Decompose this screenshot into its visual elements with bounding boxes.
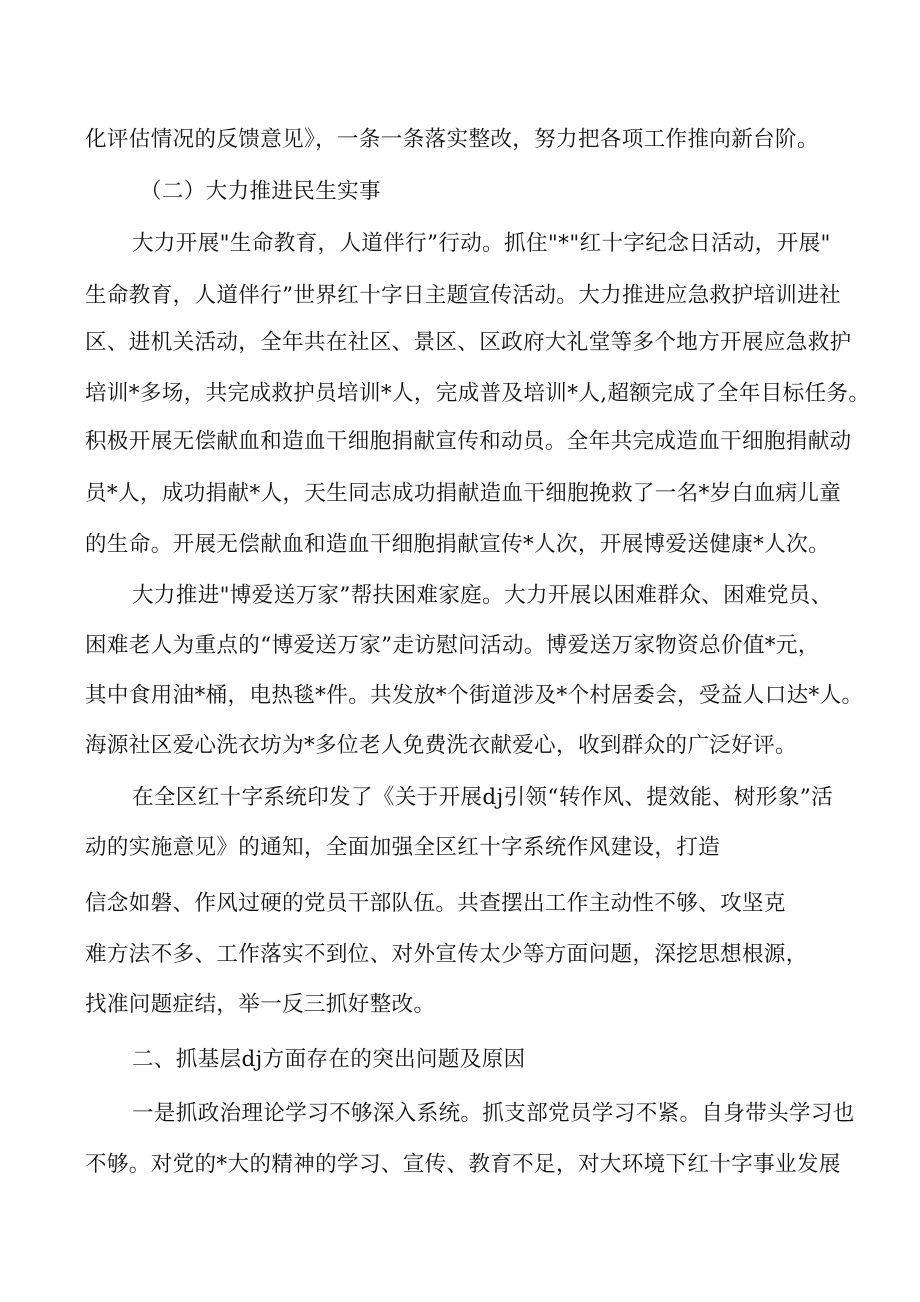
section-heading: （二）大力推进民生实事 (140, 179, 381, 204)
paragraph-line: 生命教育，人道伴行”世界红十字日主题宣传活动。大力推进应急救护培训进社 (85, 283, 841, 308)
paragraph-line: 区、进机关活动，全年共在社区、景区、区政府大礼堂等多个地方开展应急救护 (85, 330, 852, 355)
paragraph-line: 的生命。开展无偿献血和造血干细胞捐献宣传*人次，开展博爱送健康*人次。 (85, 532, 831, 557)
paragraph-line: 海源社区爱心洗衣坊为*多位老人免费洗衣献爱心，收到群众的广泛好评。 (85, 733, 797, 758)
paragraph-line: 培训*多场，共完成救护员培训*人，完成普及培训*人,超额完成了全年目标任务。 (85, 381, 871, 406)
paragraph-line: 信念如磐、作风过硬的党员干部队伍。共查摆出工作主动性不够、攻坚克 (85, 891, 786, 916)
paragraph-line: 在全区红十字系统印发了《关于开展dj引领“转作风、提效能、树形象”活 (132, 785, 834, 810)
paragraph-line: 一是抓政治理论学习不够深入系统。抓支部党员学习不紧。自身带头学习也 (132, 1101, 855, 1126)
paragraph-line: 化评估情况的反馈意见》，一条一条落实整改，努力把各项工作推向新台阶。 (85, 127, 819, 152)
paragraph-line: 大力推进"博爱送万家”帮扶困难家庭。大力开展以困难群众、困难党员、 (132, 583, 833, 608)
paragraph-line: 困难老人为重点的“博爱送万家”走访慰问活动。博爱送万家物资总价值*元， (85, 633, 820, 658)
paragraph-line: 动的实施意见》的通知，全面加强全区红十字系统作风建设，打造 (85, 835, 721, 860)
paragraph-line: 其中食用油*桶，电热毯*件。共发放*个街道涉及*个村居委会，受益人口达*人。 (85, 683, 864, 708)
paragraph-line: 找准问题症结，举一反三抓好整改。 (85, 992, 436, 1017)
paragraph-line: 大力开展"生命教育，人道伴行”行动。抓住"*"红十字纪念日活动，开展" (132, 231, 831, 256)
paragraph-line: 积极开展无偿献血和造血干细胞捐献宣传和动员。全年共完成造血干细胞捐献动 (85, 429, 852, 454)
section-heading: 二、抓基层dj方面存在的突出问题及原因 (132, 1047, 526, 1072)
paragraph-line: 不够。对党的*大的精神的学习、宣传、教育不足，对大环境下红十字事业发展 (85, 1152, 841, 1177)
paragraph-line: 员*人，成功捐献*人，天生同志成功捐献造血干细胞挽救了一名*岁白血病儿童 (85, 481, 842, 506)
paragraph-line: 难方法不多、工作落实不到位、对外宣传太少等方面问题，深挖思想根源， (85, 942, 808, 967)
